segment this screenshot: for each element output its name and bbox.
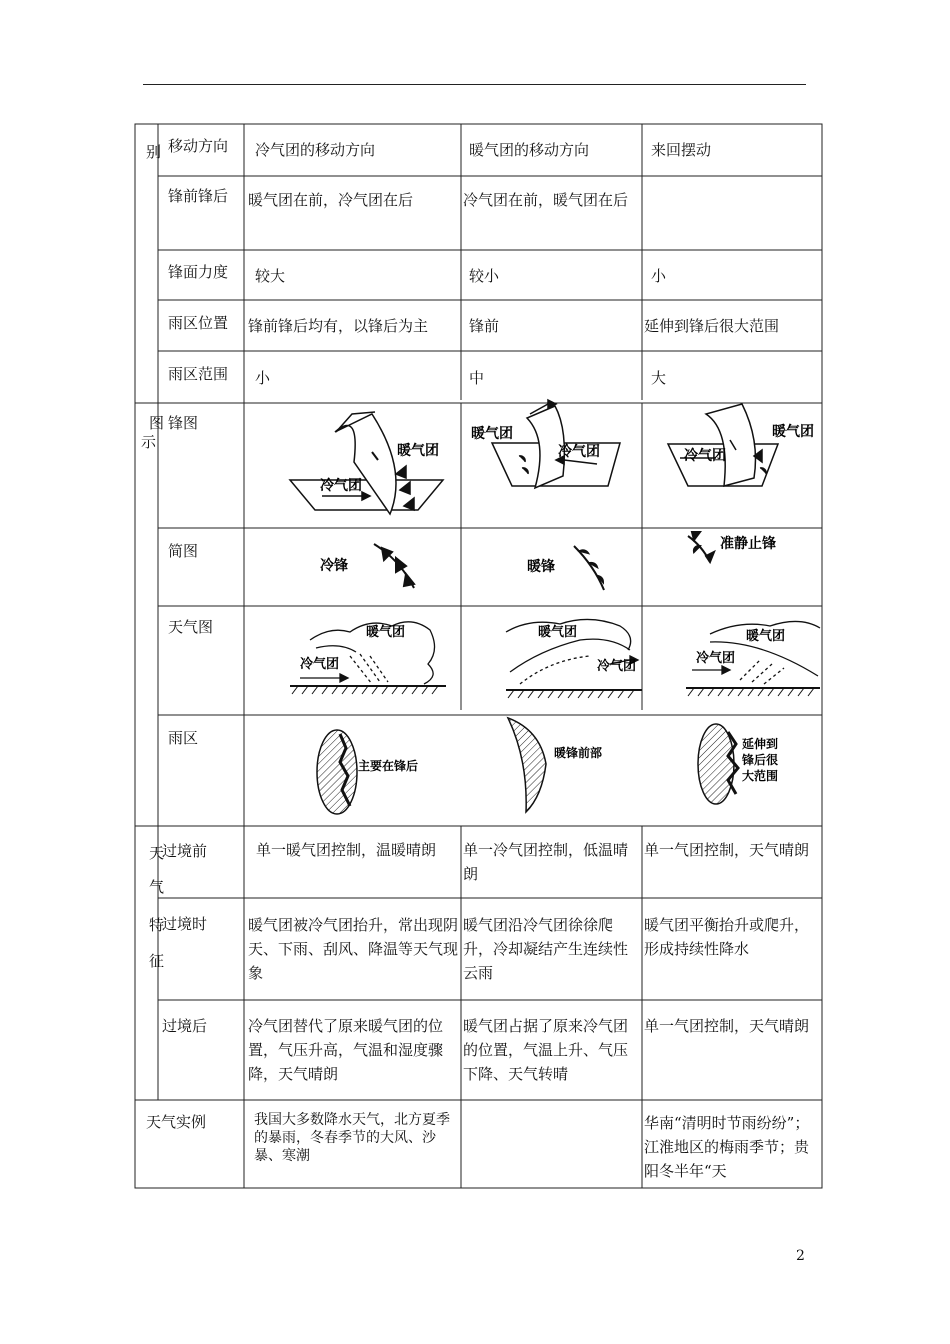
fig-stationary-front-label: 准静止锋 — [720, 536, 776, 552]
row-label-front-diagram: 锋图 — [168, 414, 199, 432]
row-label-before: 过境前 — [162, 842, 208, 860]
fig-cold-warm-air: 暖气团 — [397, 443, 439, 459]
stationary-force: 小 — [651, 267, 667, 285]
page-number: 2 — [796, 1248, 805, 1264]
stationary-after: 单一气团控制，天气晴朗 — [644, 1017, 810, 1035]
stationary-front-symbol — [688, 532, 714, 562]
stationary-rain-range: 大 — [651, 369, 667, 387]
side-label-zheng: 征 — [149, 952, 165, 970]
stationary-example: 华南“清明时节雨纷纷”；江淮地区的梅雨季节；贵阳冬半年“天 — [644, 1114, 810, 1180]
fig-warm-map-warm: 暖气团 — [538, 625, 578, 640]
fig-warm-front-label: 暖锋 — [527, 559, 555, 575]
side-label-te: 特 — [149, 916, 165, 934]
fig-stat-map-cold: 冷气团 — [696, 651, 736, 666]
side-label-tu: 图 — [149, 414, 165, 432]
warm-front-back: 冷气团在前，暖气团在后 — [463, 191, 629, 209]
stationary-during: 暖气团平衡抬升或爬升，形成持续性降水 — [644, 916, 810, 958]
stationary-move: 来回摆动 — [651, 141, 712, 159]
cold-front-back: 暖气团在前，冷气团在后 — [248, 191, 414, 209]
fig-cold-front-label: 冷锋 — [320, 558, 348, 574]
cold-rain-area — [317, 730, 357, 814]
warm-front-symbol — [574, 546, 604, 590]
row-label-example: 天气实例 — [146, 1113, 207, 1131]
fig-stat-map-warm: 暖气团 — [746, 629, 786, 644]
row-label-rain-pos: 雨区位置 — [168, 314, 229, 332]
cold-during: 暖气团被冷气团抬升，常出现阴天、下雨、刮风、降温等天气现象 — [248, 916, 459, 982]
fig-rain-stat-1: 延伸到 — [742, 737, 779, 751]
side-label-qi: 气 — [149, 878, 165, 896]
warm-force: 较小 — [469, 267, 500, 285]
fig-cold-cold-air: 冷气团 — [320, 478, 362, 494]
cold-after: 冷气团替代了原来暖气团的位置，气压升高，气温和湿度骤降，天气晴朗 — [248, 1017, 444, 1083]
fig-cold-map-warm: 暖气团 — [366, 625, 406, 640]
row-label-simple: 简图 — [168, 542, 199, 560]
stationary-front-diagram — [668, 404, 778, 486]
row-label-after: 过境后 — [162, 1017, 208, 1035]
row-label-during: 过境时 — [162, 915, 208, 933]
stationary-rain-pos: 延伸到锋后很大范围 — [644, 317, 780, 335]
cold-front-diagram — [290, 412, 443, 514]
side-label-shi: 示 — [141, 433, 157, 451]
row-label-force: 锋面力度 — [168, 263, 229, 281]
cold-before: 单一暖气团控制，温暖晴朗 — [256, 841, 437, 859]
row-label-weather-map: 天气图 — [168, 618, 214, 636]
cold-move: 冷气团的移动方向 — [255, 141, 376, 159]
fig-stat-cold-air: 冷气团 — [684, 448, 726, 464]
fig-rain-stat-2: 锋后很 — [742, 753, 779, 767]
side-label-bie: 别 — [146, 143, 162, 161]
fig-rain-stat-3: 大范围 — [742, 769, 779, 783]
fig-warm-warm-air: 暖气团 — [471, 426, 513, 442]
warm-before: 单一冷气团控制，低温晴朗 — [463, 841, 629, 883]
warm-rain-pos: 锋前 — [469, 317, 500, 335]
side-label-tian: 天 — [149, 844, 165, 862]
cold-force: 较大 — [255, 267, 286, 285]
warm-during: 暖气团沿冷气团徐徐爬升，冷却凝结产生连续性云雨 — [463, 916, 629, 982]
warm-after: 暖气团占据了原来冷气团的位置，气温上升、气压下降、天气转晴 — [463, 1017, 629, 1083]
fig-warm-map-cold: 冷气团 — [597, 659, 637, 674]
row-label-move: 移动方向 — [168, 137, 229, 155]
fig-stat-warm-air: 暖气团 — [772, 424, 814, 440]
cold-example: 我国大多数降水天气，北方夏季的暴雨，冬春季节的大风、沙暴、寒潮 — [254, 1112, 450, 1164]
fig-rain-cold-label: 主要在锋后 — [358, 759, 419, 773]
row-label-rain-range: 雨区范围 — [168, 365, 229, 383]
fig-rain-warm-label: 暖锋前部 — [554, 746, 603, 760]
warm-front-diagram — [492, 400, 620, 488]
fig-warm-cold-air: 冷气团 — [558, 444, 600, 460]
fig-cold-map-cold: 冷气团 — [300, 657, 340, 672]
warm-move: 暖气团的移动方向 — [469, 141, 590, 159]
stationary-before: 单一气团控制，天气晴朗 — [644, 841, 810, 859]
cold-front-symbol — [374, 544, 414, 588]
row-label-front-back: 锋前锋后 — [168, 187, 229, 205]
row-label-rain-area: 雨区 — [168, 729, 199, 747]
cold-rain-range: 小 — [255, 369, 271, 387]
warm-rain-range: 中 — [469, 369, 485, 387]
warm-rain-area — [508, 718, 546, 812]
cold-rain-pos: 锋前锋后均有，以锋后为主 — [248, 317, 429, 335]
stationary-rain-area — [698, 724, 738, 804]
